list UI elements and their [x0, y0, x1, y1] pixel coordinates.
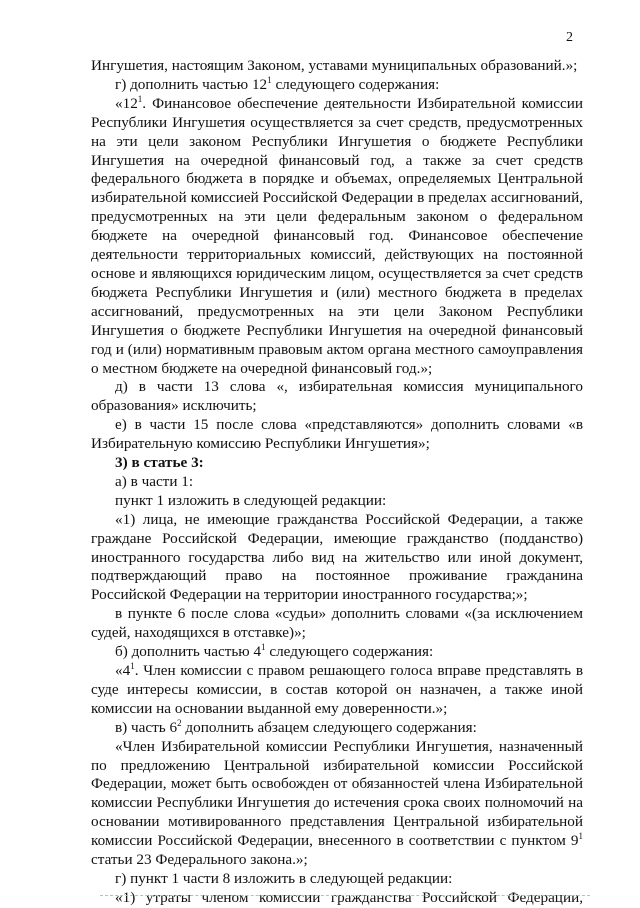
paragraph-text: следующего содержания:: [265, 643, 434, 661]
document-body: [91, 57, 583, 908]
paragraph: [91, 511, 583, 606]
paragraph-text: б) дополнить частью 4: [115, 643, 262, 661]
paragraph: [91, 662, 583, 719]
superscript: 2: [177, 717, 182, 728]
page-bottom-rule: [100, 895, 590, 896]
paragraph: [91, 870, 583, 889]
paragraph-text: «12: [115, 94, 138, 112]
paragraph: [91, 738, 583, 870]
paragraph-text: «1) утраты членом комиссии гражданства Российской Федерации,: [115, 888, 583, 906]
superscript: 1: [267, 74, 272, 85]
paragraph-text: Ингушетия, настоящим Законом, уставами муниципальных образований.»;: [91, 57, 578, 74]
paragraph-text: . Член комиссии с правом решающего голоса вправе представлять в суде интересы комиссии, в состав которой он назначен, а также иной комиссии на основании выданной ему доверенности.»;: [91, 662, 583, 717]
paragraph-text: в) часть 6: [115, 718, 178, 736]
paragraph-text: пункт 1 изложить в следующей редакции:: [115, 491, 387, 509]
paragraph-text: «Член Избирательной комиссии Республики Ингушетия, назначенный по предложению Центральной избирательной комиссии Российской Федерации, может быть освобожден от обязанностей члена Избирательной комиссии Республики Ингушетия до истечения срока своих полномочий на основании мотивированного представления Центральной избирательной комиссии Российской Федерации, внесенного в соответствии с пунктом 9: [91, 737, 583, 850]
paragraph-text: 3) в статье 3:: [115, 454, 204, 472]
paragraph: [91, 76, 583, 95]
paragraph-text: «4: [115, 662, 131, 679]
paragraph: [91, 378, 583, 416]
paragraph-text: дополнить абзацем следующего содержания:: [181, 718, 477, 736]
paragraph-text: д) в части 13 слова «, избирательная комиссия муниципального образования» исключить;: [91, 378, 583, 415]
paragraph-text: г) пункт 1 части 8 изложить в следующей редакции:: [115, 869, 453, 887]
paragraph-text: статьи 23 Федерального закона.»;: [91, 851, 308, 869]
paragraph: [91, 416, 583, 454]
paragraph: [91, 473, 583, 492]
superscript: 1: [261, 642, 266, 653]
superscript: 1: [130, 661, 135, 671]
paragraph-text: е) в части 15 после слова «представляются» дополнить словами «в Избирательную комиссию Республики Ингушетия»;: [91, 416, 583, 453]
paragraph-text: . Финансовое обеспечение деятельности Избирательной комиссии Республики Ингушетия осуществляется за счет средств, предусмотренных на эти цели законом Республики Ингушетия о бюджете Республики Ингушетия на очередной финансовый год, а также за счет средств федерального бюджета в порядке и объемах, определяемых Центральной избирательной комиссией Российской Федерации в пределах ассигнований, предусмотренных на эти цели федеральным законом о федеральном бюджете на очередной финансовый год. Финансовое обеспечение деятельности территориальных комиссий, действующих на постоянной основе и являющихся юридическим лицом, осуществляется за счет средств бюджета Республики Ингушетия и (или) местного бюджета в пределах ассигнований, предусмотренных на эти цели Законом Республики Ингушетия о бюджете Республики Ингушетия на очередной финансовый год и (или) нормативным правовым актом органа местного самоуправления о местном бюджете на очередной финансовый год.»;: [91, 94, 583, 377]
paragraph: [91, 95, 583, 379]
paragraph-text: а) в части 1:: [115, 472, 194, 490]
paragraph-text: г) дополнить частью 12: [115, 75, 268, 93]
superscript: 1: [578, 831, 583, 842]
paragraph: [91, 643, 583, 662]
paragraph: [91, 57, 583, 76]
paragraph: [91, 492, 583, 511]
page-number: 2: [566, 30, 573, 45]
paragraph-text: в пункте 6 после слова «судьи» дополнить словами «(за исключением судей, находящихся в отставке)»;: [91, 605, 583, 642]
paragraph-text: следующего содержания:: [271, 75, 440, 93]
paragraph-text: «1) лица, не имеющие гражданства Российской Федерации, а также граждане Российской Федерации, имеющие гражданство (подданство) иностранного государства либо вид на жительство или иной документ, подтверждающий право на постоянное проживание гражданина Российской Федерации на территории иностранного государства;»;: [91, 510, 583, 604]
paragraph: [91, 454, 583, 473]
superscript: 1: [137, 93, 143, 104]
paragraph: [91, 719, 583, 738]
paragraph: [91, 605, 583, 643]
